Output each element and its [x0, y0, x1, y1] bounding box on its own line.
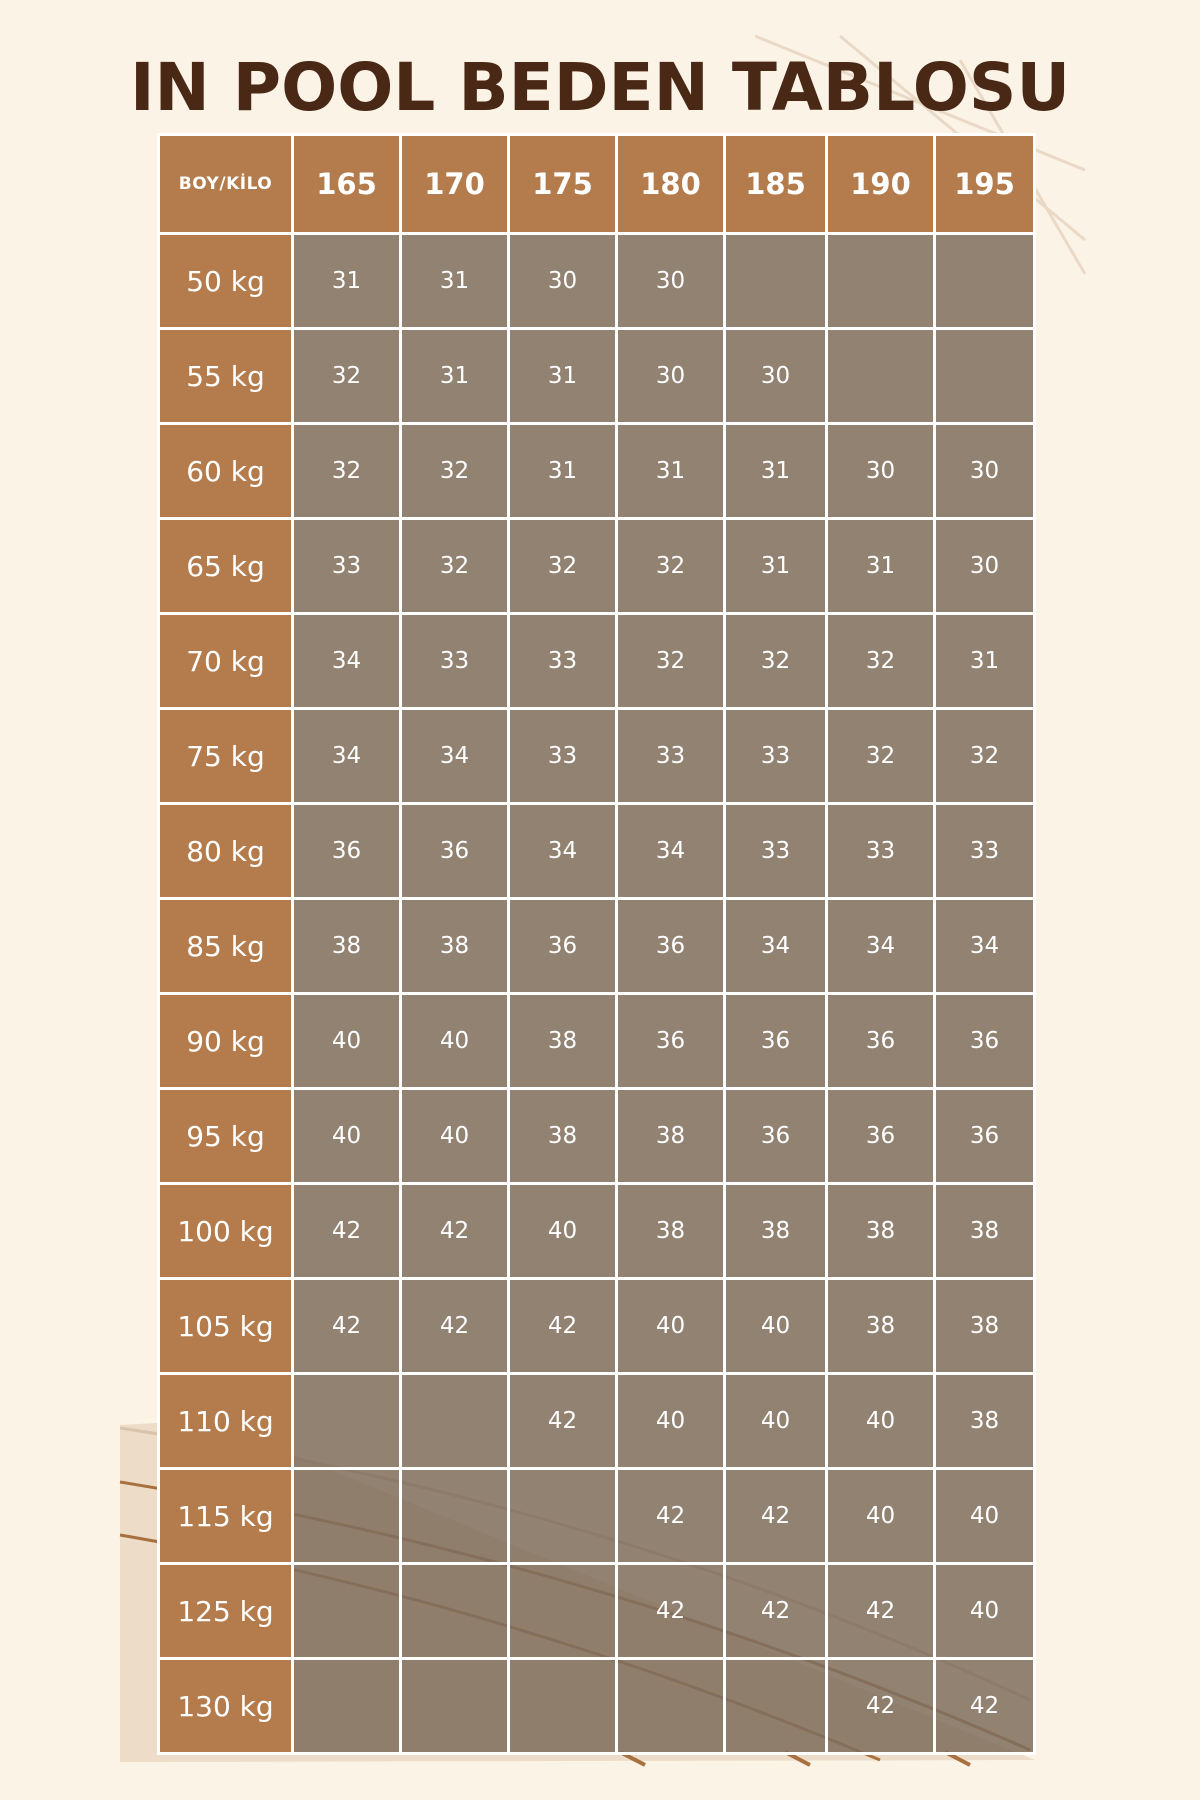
size-cell: 38	[935, 1279, 1035, 1374]
size-cell: 32	[617, 519, 725, 614]
size-cell: 31	[401, 329, 509, 424]
weight-header: 125 kg	[159, 1564, 293, 1659]
size-cell	[509, 1659, 617, 1754]
height-header: 175	[509, 135, 617, 234]
size-cell: 34	[509, 804, 617, 899]
size-cell: 36	[725, 1089, 827, 1184]
weight-header: 75 kg	[159, 709, 293, 804]
size-cell: 32	[293, 329, 401, 424]
weight-header: 100 kg	[159, 1184, 293, 1279]
height-header: 195	[935, 135, 1035, 234]
size-cell: 38	[725, 1184, 827, 1279]
size-cell: 36	[827, 994, 935, 1089]
size-cell: 42	[725, 1564, 827, 1659]
table-row	[159, 709, 1035, 804]
size-cell: 42	[293, 1279, 401, 1374]
size-cell: 38	[935, 1184, 1035, 1279]
size-chart-table	[157, 133, 1036, 1755]
size-cell: 40	[509, 1184, 617, 1279]
size-cell: 32	[617, 614, 725, 709]
table-row	[159, 804, 1035, 899]
size-cell: 42	[617, 1564, 725, 1659]
weight-header: 55 kg	[159, 329, 293, 424]
size-cell: 34	[935, 899, 1035, 994]
size-cell: 30	[827, 424, 935, 519]
size-cell: 36	[725, 994, 827, 1089]
table-row	[159, 1564, 1035, 1659]
size-cell: 42	[725, 1469, 827, 1564]
size-cell: 38	[617, 1184, 725, 1279]
size-cell: 31	[617, 424, 725, 519]
size-cell	[725, 1659, 827, 1754]
size-cell: 30	[617, 329, 725, 424]
table-row	[159, 1374, 1035, 1469]
size-cell: 40	[617, 1279, 725, 1374]
size-cell	[935, 329, 1035, 424]
size-cell: 36	[293, 804, 401, 899]
table-row	[159, 519, 1035, 614]
size-cell: 32	[401, 519, 509, 614]
height-header: 185	[725, 135, 827, 234]
size-cell: 38	[293, 899, 401, 994]
size-cell: 42	[827, 1564, 935, 1659]
size-cell: 31	[293, 234, 401, 329]
size-cell: 30	[617, 234, 725, 329]
table-row	[159, 1184, 1035, 1279]
table-row	[159, 614, 1035, 709]
table-row	[159, 234, 1035, 329]
weight-header: 70 kg	[159, 614, 293, 709]
size-cell: 33	[827, 804, 935, 899]
size-cell: 32	[509, 519, 617, 614]
size-cell: 36	[935, 994, 1035, 1089]
table-row	[159, 329, 1035, 424]
size-cell	[401, 1374, 509, 1469]
size-cell	[827, 234, 935, 329]
size-cell: 38	[617, 1089, 725, 1184]
weight-header: 50 kg	[159, 234, 293, 329]
size-cell	[401, 1469, 509, 1564]
size-cell: 30	[935, 424, 1035, 519]
size-cell: 38	[827, 1184, 935, 1279]
size-cell: 36	[509, 899, 617, 994]
size-cell	[617, 1659, 725, 1754]
size-cell: 38	[935, 1374, 1035, 1469]
size-cell: 40	[827, 1374, 935, 1469]
table-row	[159, 1279, 1035, 1374]
size-cell: 38	[827, 1279, 935, 1374]
size-cell: 31	[725, 424, 827, 519]
size-cell: 42	[401, 1184, 509, 1279]
weight-header: 85 kg	[159, 899, 293, 994]
size-cell	[401, 1659, 509, 1754]
size-cell: 38	[401, 899, 509, 994]
weight-header: 60 kg	[159, 424, 293, 519]
size-cell: 33	[725, 709, 827, 804]
weight-header: 115 kg	[159, 1469, 293, 1564]
height-header: 190	[827, 135, 935, 234]
size-cell: 40	[935, 1469, 1035, 1564]
table-row	[159, 899, 1035, 994]
size-cell: 40	[935, 1564, 1035, 1659]
size-cell: 42	[293, 1184, 401, 1279]
table-row	[159, 1089, 1035, 1184]
weight-header: 65 kg	[159, 519, 293, 614]
page-title: IN POOL BEDEN TABLOSU	[129, 49, 1071, 126]
size-cell: 33	[725, 804, 827, 899]
size-cell	[293, 1564, 401, 1659]
weight-header: 110 kg	[159, 1374, 293, 1469]
size-cell: 42	[509, 1374, 617, 1469]
size-cell: 40	[617, 1374, 725, 1469]
weight-header: 80 kg	[159, 804, 293, 899]
weight-header: 90 kg	[159, 994, 293, 1089]
size-cell: 31	[935, 614, 1035, 709]
size-cell: 40	[401, 994, 509, 1089]
size-cell: 31	[509, 329, 617, 424]
size-cell	[293, 1659, 401, 1754]
size-cell: 36	[827, 1089, 935, 1184]
height-header: 165	[293, 135, 401, 234]
size-cell: 40	[725, 1279, 827, 1374]
size-cell: 42	[509, 1279, 617, 1374]
size-cell: 32	[293, 424, 401, 519]
size-cell: 33	[617, 709, 725, 804]
size-cell	[293, 1469, 401, 1564]
size-cell	[509, 1564, 617, 1659]
size-cell: 36	[935, 1089, 1035, 1184]
size-cell: 32	[401, 424, 509, 519]
size-cell: 31	[827, 519, 935, 614]
size-cell: 32	[827, 614, 935, 709]
size-cell: 34	[827, 899, 935, 994]
size-cell: 36	[617, 899, 725, 994]
size-cell: 31	[725, 519, 827, 614]
size-cell: 34	[293, 614, 401, 709]
size-cell: 30	[509, 234, 617, 329]
weight-header: 105 kg	[159, 1279, 293, 1374]
size-cell: 31	[401, 234, 509, 329]
size-cell: 30	[725, 329, 827, 424]
size-cell: 40	[725, 1374, 827, 1469]
size-cell: 40	[293, 994, 401, 1089]
table-row	[159, 1469, 1035, 1564]
size-cell: 33	[509, 709, 617, 804]
size-cell: 34	[401, 709, 509, 804]
size-cell: 30	[935, 519, 1035, 614]
size-cell: 40	[401, 1089, 509, 1184]
size-cell	[401, 1564, 509, 1659]
size-cell	[725, 234, 827, 329]
size-cell	[827, 329, 935, 424]
size-cell: 34	[293, 709, 401, 804]
height-header: 180	[617, 135, 725, 234]
size-cell	[509, 1469, 617, 1564]
table-row	[159, 994, 1035, 1089]
corner-label: BOY/KİLO	[159, 135, 293, 234]
size-cell: 36	[617, 994, 725, 1089]
table-row	[159, 1659, 1035, 1754]
size-cell: 34	[617, 804, 725, 899]
size-cell: 34	[725, 899, 827, 994]
size-cell: 42	[617, 1469, 725, 1564]
table-row	[159, 424, 1035, 519]
size-cell: 42	[935, 1659, 1035, 1754]
size-cell: 42	[827, 1659, 935, 1754]
size-cell: 38	[509, 994, 617, 1089]
size-cell: 42	[401, 1279, 509, 1374]
size-cell	[293, 1374, 401, 1469]
size-chart-body	[159, 135, 1035, 1754]
weight-header: 130 kg	[159, 1659, 293, 1754]
size-cell: 33	[509, 614, 617, 709]
size-cell: 32	[827, 709, 935, 804]
size-cell: 33	[935, 804, 1035, 899]
size-cell: 40	[293, 1089, 401, 1184]
size-cell: 38	[509, 1089, 617, 1184]
header-row	[159, 135, 1035, 234]
size-cell: 33	[293, 519, 401, 614]
height-header: 170	[401, 135, 509, 234]
size-cell: 32	[935, 709, 1035, 804]
size-cell: 33	[401, 614, 509, 709]
size-cell: 31	[509, 424, 617, 519]
size-cell: 36	[401, 804, 509, 899]
weight-header: 95 kg	[159, 1089, 293, 1184]
size-cell	[935, 234, 1035, 329]
size-cell: 40	[827, 1469, 935, 1564]
size-cell: 32	[725, 614, 827, 709]
